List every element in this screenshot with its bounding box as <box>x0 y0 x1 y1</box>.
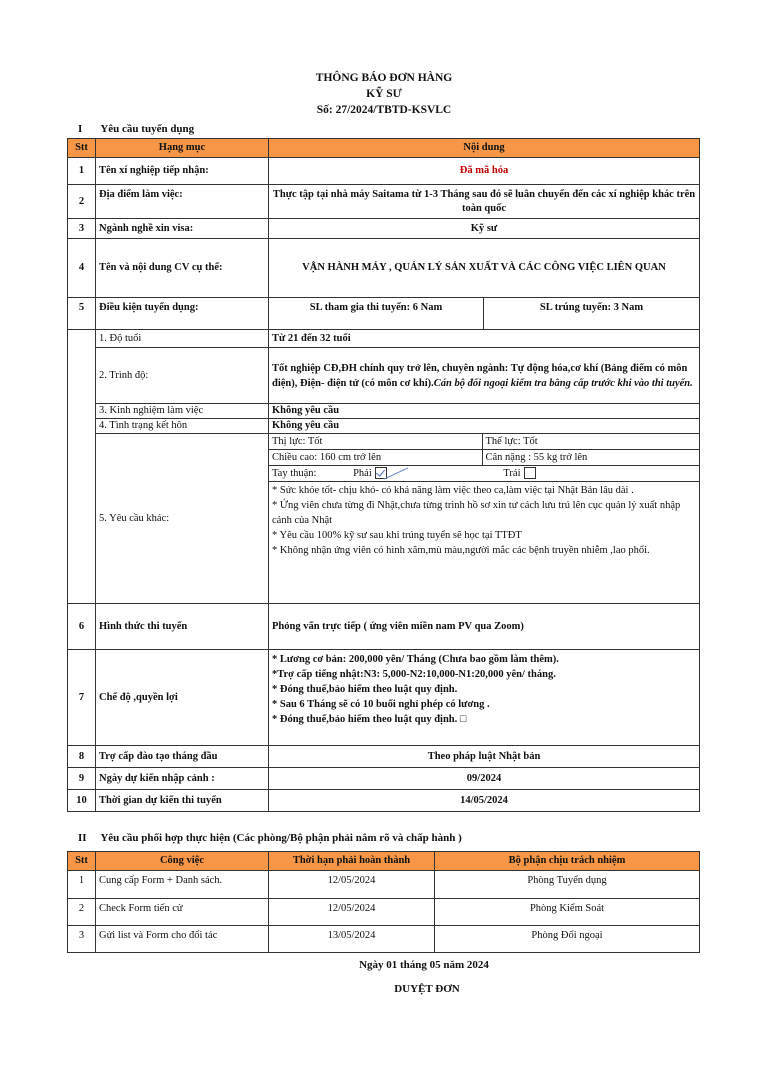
row-label: Trợ cấp đào tạo tháng đầu <box>96 746 269 768</box>
deadline-value: 12/05/2024 <box>269 871 435 899</box>
col-header-stt: Stt <box>68 139 96 158</box>
benefit-line: * Đóng thuế,bảo hiểm theo luật quy định. □ <box>272 714 467 725</box>
sub-row-label: 5. Yêu cầu khác: <box>96 434 269 604</box>
row-stt: 6 <box>68 604 96 650</box>
row-label: Ngành nghề xin visa: <box>96 219 269 239</box>
document-subtitle: KỸ SƯ <box>366 88 402 100</box>
row-stt: 9 <box>68 768 96 790</box>
table-row <box>68 434 700 604</box>
benefit-line: * Lương cơ bản: 200,000 yên/ Tháng (Chưa bao gồm làm thêm). <box>272 654 559 665</box>
row-stt: 8 <box>68 746 96 768</box>
table-row <box>68 746 700 768</box>
other-requirements-cell <box>269 434 700 604</box>
handedness-left-label: Trái <box>503 467 521 479</box>
department-value: Phòng Tuyển dụng <box>435 871 700 899</box>
education-note: Cán bộ đối ngoại kiểm tra bằng cấp trước khi vào thi tuyển. <box>433 377 693 389</box>
note-line: * Ứng viên chưa từng đi Nhật,chưa từng trình hồ sơ xin tư cách lưu trú lên cục quản lý xuất nhập cảnh của Nhật <box>272 500 681 526</box>
table-row <box>68 419 700 434</box>
row-stt: 2 <box>68 899 96 926</box>
row-stt: 5 <box>68 298 96 330</box>
table-header-row <box>68 852 700 871</box>
department-value: Phòng Kiểm Soát <box>435 899 700 926</box>
signature-date: Ngày 01 tháng 05 năm 2024 <box>359 959 489 971</box>
deadline-value: 13/05/2024 <box>269 926 435 953</box>
department-value: Phòng Đối ngoại <box>435 926 700 953</box>
table-row <box>68 768 700 790</box>
age-value: Từ 21 đến 32 tuổi <box>269 330 700 348</box>
weight-value: Cân nặng : 55 kg trở lên <box>482 450 699 466</box>
coordination-table <box>67 851 700 953</box>
fitness-value: Thể lực: Tốt <box>482 434 699 450</box>
marital-status-value: Không yêu cầu <box>269 419 700 434</box>
col-header-task: Công việc <box>96 852 269 871</box>
selection-method-value: Phỏng vấn trực tiếp ( ứng viên miền nam PV qua Zoom) <box>269 604 700 650</box>
handedness-left-checkbox[interactable] <box>524 467 536 479</box>
row-label: Tên xí nghiệp tiếp nhận: <box>96 158 269 185</box>
note-line: * Yêu cầu 100% kỹ sư sau khi trúng tuyển sẽ học tại TTĐT <box>272 530 522 541</box>
benefit-line: *Trợ cấp tiếng nhật:N3: 5,000-N2:10,000-N1:20,000 yên/ tháng. <box>272 669 556 680</box>
row-label: Thời gian dự kiến thi tuyển <box>96 790 269 812</box>
table-row <box>68 158 700 185</box>
selected-count-value: SL trúng tuyển: 3 Nam <box>484 298 700 330</box>
section-1-heading <box>78 123 194 135</box>
table-header-row <box>68 139 700 158</box>
row-stt: 3 <box>68 926 96 953</box>
section-2-number: II <box>78 832 87 844</box>
other-requirements-notes <box>269 482 699 559</box>
row-stt: 3 <box>68 219 96 239</box>
height-value: Chiều cao: 160 cm trở lên <box>269 450 482 466</box>
training-allowance-value: Theo pháp luật Nhật bản <box>269 746 700 768</box>
row-stt: 10 <box>68 790 96 812</box>
col-header-stt: Stt <box>68 852 96 871</box>
deadline-value: 12/05/2024 <box>269 899 435 926</box>
row-label: Chế độ ,quyền lợi <box>96 650 269 746</box>
approval-label: DUYỆT ĐƠN <box>394 983 460 995</box>
task-value: Cung cấp Form + Danh sách. <box>96 871 269 899</box>
section-1-number: I <box>78 123 83 135</box>
row-stt: 1 <box>68 158 96 185</box>
row-label: Tên và nội dung CV cụ thể: <box>96 239 269 298</box>
checkmark-stroke-icon <box>384 467 408 479</box>
table-row <box>68 899 700 926</box>
row-label: Ngày dự kiến nhập cảnh : <box>96 768 269 790</box>
benefit-line: * Sau 6 Tháng sẽ có 10 buổi nghỉ phép có lương . <box>272 699 490 710</box>
benefits-value <box>269 650 700 746</box>
table-row <box>68 219 700 239</box>
col-header-content: Nội dung <box>269 139 700 158</box>
job-description-value: VẬN HÀNH MÁY , QUẢN LÝ SẢN XUẤT VÀ CÁC CÔNG VIỆC LIÊN QUAN <box>269 239 700 298</box>
workplace-value: Thực tập tại nhà máy Saitama từ 1-3 Tháng sau đó sẽ luân chuyển đến các xí nghiệp khác trên toàn quốc <box>269 185 700 219</box>
row-stt: 1 <box>68 871 96 899</box>
employer-name-value: Đã mã hóa <box>269 158 700 185</box>
table-row <box>68 790 700 812</box>
sub-row-label: 2. Trình độ: <box>96 348 269 404</box>
col-header-category: Hạng mục <box>96 139 269 158</box>
sub-row-label: 3. Kinh nghiệm làm việc <box>96 404 269 419</box>
entry-date-value: 09/2024 <box>269 768 700 790</box>
recruitment-requirements-table <box>67 138 700 812</box>
benefit-line: * Đóng thuế,bảo hiểm theo luật quy định. <box>272 684 458 695</box>
candidates-count-value: SL tham gia thi tuyển: 6 Nam <box>269 298 484 330</box>
sub-row-label: 1. Độ tuổi <box>96 330 269 348</box>
table-row <box>68 348 700 404</box>
table-row <box>68 330 700 348</box>
row-label: Địa điểm làm việc: <box>96 185 269 219</box>
row-stt: 2 <box>68 185 96 219</box>
table-row <box>68 239 700 298</box>
row-stt-blank <box>68 330 96 604</box>
row-label: Điều kiện tuyển dụng: <box>96 298 269 330</box>
row-stt: 4 <box>68 239 96 298</box>
handedness-row <box>269 466 699 482</box>
col-header-deadline: Thời hạn phải hoàn thành <box>269 852 435 871</box>
table-row <box>68 650 700 746</box>
table-row <box>68 604 700 650</box>
table-row <box>68 926 700 953</box>
section-2-title: Yêu cầu phối hợp thực hiện (Các phòng/Bộ phận phải nắm rõ và chấp hành ) <box>100 832 462 844</box>
document-title: THÔNG BÁO ĐƠN HÀNG <box>315 72 453 84</box>
physical-requirements-table <box>269 434 699 482</box>
visa-category-value: Kỹ sư <box>269 219 700 239</box>
table-row <box>68 298 700 330</box>
handedness-label: Tay thuận: <box>272 467 317 479</box>
handedness-right-label: Phải <box>353 467 372 479</box>
row-label: Hình thức thi tuyển <box>96 604 269 650</box>
section-1-title: Yêu cầu tuyển dụng <box>100 123 195 135</box>
table-row <box>68 404 700 419</box>
sub-row-label: 4. Tình trạng kết hôn <box>96 419 269 434</box>
table-row <box>68 185 700 219</box>
education-value <box>269 348 700 404</box>
experience-value: Không yêu cầu <box>269 404 700 419</box>
vision-value: Thị lực: Tốt <box>269 434 482 450</box>
table-row <box>68 871 700 899</box>
exam-date-value: 14/05/2024 <box>269 790 700 812</box>
education-text: Tốt nghiệp CĐ,ĐH chính quy trở lên, chuyên ngành: Tự động hóa,cơ khí (Bảng điểm có môn điện), Điện- điện tử (có môn cơ khí). <box>272 362 688 389</box>
document-number: Số: 27/2024/TBTD-KSVLC <box>316 104 452 116</box>
section-2-heading <box>78 832 462 844</box>
note-line: * Sức khỏe tốt- chịu khó- có khả năng làm việc theo ca,làm việc tại Nhật Bản lâu dài . <box>272 485 634 496</box>
task-value: Gửi list và Form cho đối tác <box>96 926 269 953</box>
task-value: Check Form tiến cử <box>96 899 269 926</box>
row-stt: 7 <box>68 650 96 746</box>
note-line: * Không nhận ứng viên có hình xăm,mù màu,người mắc các bệnh truyền nhiễm ,lao phổi. <box>272 545 650 556</box>
col-header-department: Bộ phận chịu trách nhiệm <box>435 852 700 871</box>
